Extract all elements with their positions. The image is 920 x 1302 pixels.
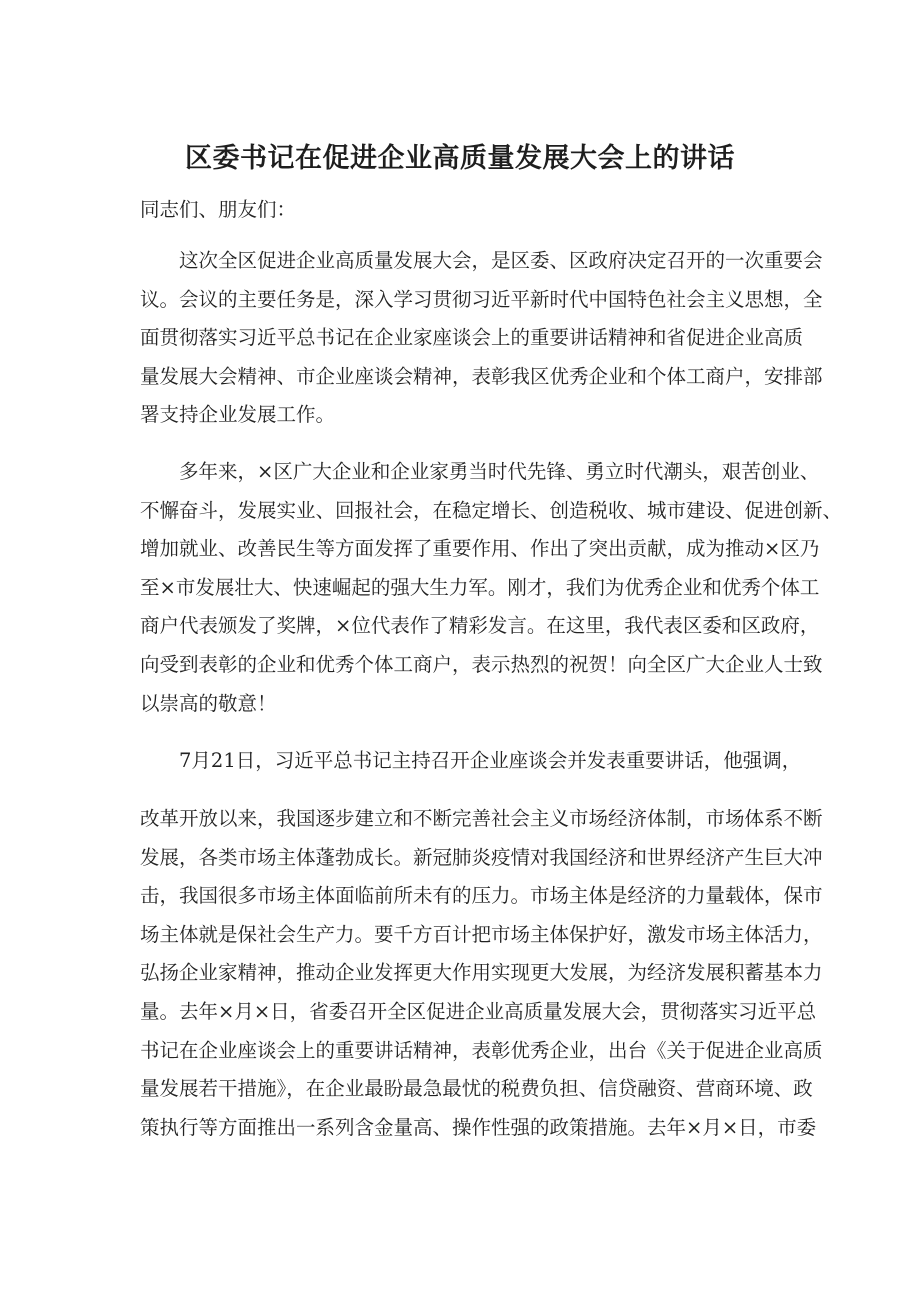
- paragraph-line: 至×市发展壮大、快速崛起的强大生力军。刚才，我们为优秀企业和优秀个体工: [140, 575, 820, 599]
- paragraph-line: 发展，各类市场主体蓬勃成长。新冠肺炎疫情对我国经济和世界经济产生巨大冲: [140, 845, 823, 869]
- paragraph-line: 增加就业、改善民生等方面发挥了重要作用、作出了突出贡献，成为推动×区乃: [140, 537, 820, 561]
- paragraph-line: 量发展若干措施》，在企业最盼最急最忧的税费负担、信贷融资、营商环境、政: [140, 1077, 813, 1101]
- paragraph-line: 量发展大会精神、市企业座谈会精神，表彰我区优秀企业和个体工商户，安排部: [140, 364, 823, 388]
- paragraph-line: 策执行等方面推出一系列含金量高、操作性强的政策措施。去年×月×日，市委: [140, 1115, 817, 1139]
- paragraph-line: 向受到表彰的企业和优秀个体工商户，表示热烈的祝贺！向全区广大企业人士致: [140, 652, 823, 676]
- paragraph-line: 弘扬企业家精神，推动企业发挥更大作用实现更大发展，为经济发展积蓄基本力: [140, 961, 823, 985]
- paragraph-line: 击，我国很多市场主体面临前所未有的压力。市场主体是经济的力量载体，保市: [140, 884, 823, 908]
- paragraph-line: 不懈奋斗，发展实业、回报社会，在稳定增长、创造税收、城市建设、促进创新、: [140, 498, 843, 522]
- paragraph-line: 商户代表颁发了奖牌，×位代表作了精彩发言。在这里，我代表区委和区政府，: [140, 614, 820, 638]
- paragraph-line: 改革开放以来，我国逐步建立和不断完善社会主义市场经济体制，市场体系不断: [140, 807, 823, 830]
- paragraph-line: 7月21日，习近平总书记主持召开企业座谈会并发表重要讲话，他强调，: [179, 749, 802, 772]
- paragraph-market-entities: [140, 800, 823, 1147]
- paragraph-line: 量。去年×月×日，省委召开全区促进企业高质量发展大会，贯彻落实习近平总: [140, 999, 817, 1023]
- paragraph-line: 场主体就是保社会生产力。要千方百计把市场主体保护好，激发市场主体活力，: [140, 922, 823, 946]
- paragraph-meeting-purpose: [140, 242, 823, 435]
- paragraph-line: 这次全区促进企业高质量发展大会，是区委、区政府决定召开的一次重要会: [179, 249, 823, 272]
- paragraph-line: 面贯彻落实习近平总书记在企业家座谈会上的重要讲话精神和省促进企业高质: [140, 326, 804, 350]
- paragraph-line: 署支持企业发展工作。: [140, 403, 336, 427]
- paragraph-line: 多年来，×区广大企业和企业家勇当时代先锋、勇立时代潮头，艰苦创业、: [179, 460, 820, 483]
- document-title: 区委书记在促进企业高质量发展大会上的讲话: [185, 143, 735, 174]
- paragraph-line: 以崇高的敬意！: [140, 691, 277, 715]
- paragraph-july-21-speech: [140, 742, 802, 781]
- paragraph-line: 书记在企业座谈会上的重要讲话精神，表彰优秀企业，出台《关于促进企业高质: [140, 1038, 823, 1062]
- paragraph-line: 议。会议的主要任务是，深入学习贯彻习近平新时代中国特色社会主义思想，全: [140, 287, 823, 311]
- salutation: 同志们、朋友们：: [140, 198, 297, 221]
- paragraph-enterprise-contribution: [140, 453, 843, 723]
